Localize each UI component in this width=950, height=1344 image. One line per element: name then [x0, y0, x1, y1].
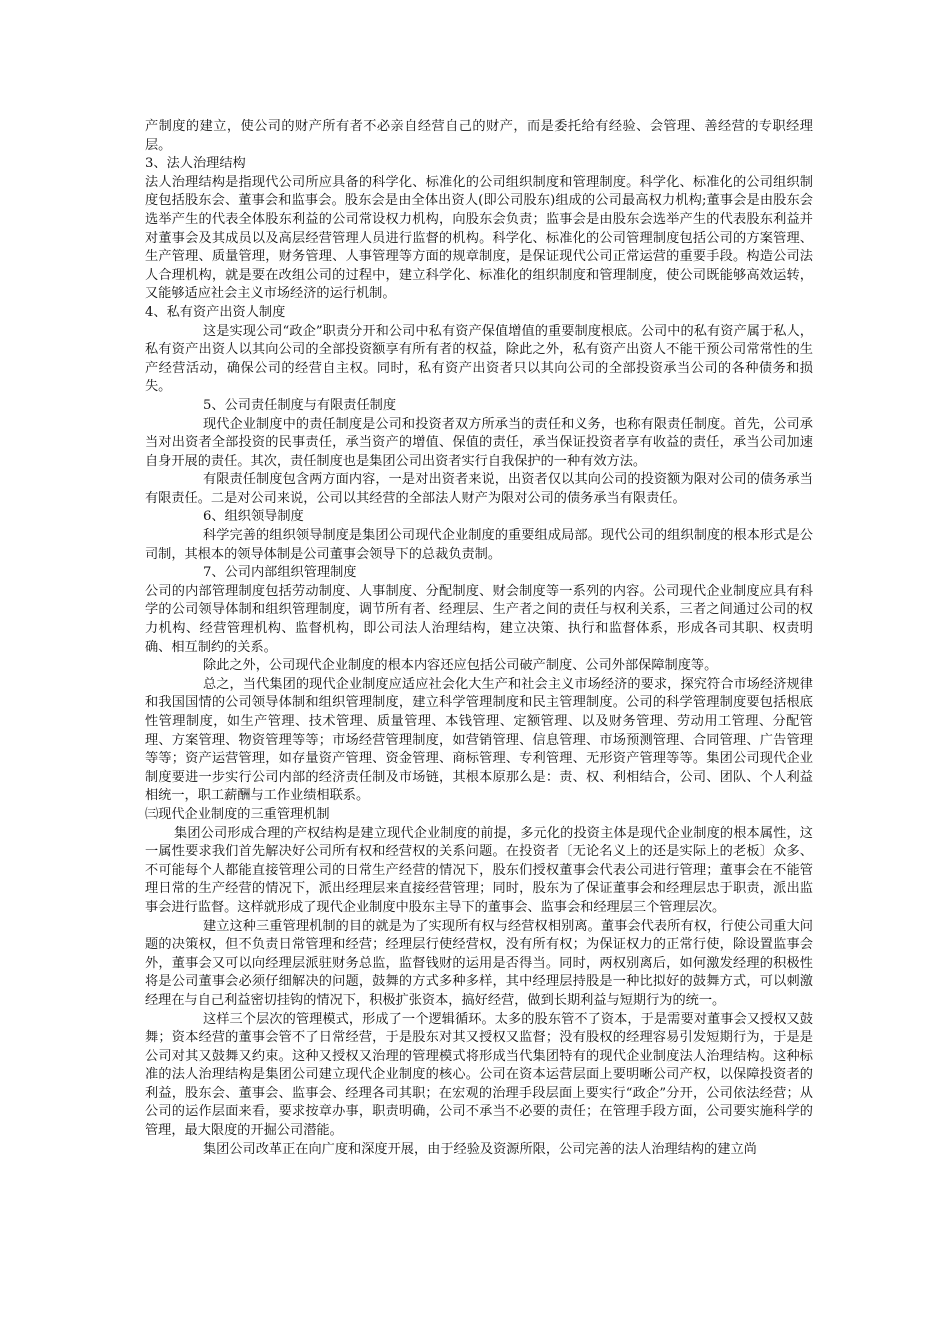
paragraph: 科学完善的组织领导制度是集团公司现代企业制度的重要组成局部。现代公司的组织制度的根本形式是公司制，其根本的领导体制是公司董事会领导下的总裁负责制。 — [145, 528, 813, 562]
document-page — [145, 118, 813, 1159]
paragraph: 集团公司改革正在向广度和深度开展，由于经验及资源所限，公司完善的法人治理结构的建立尚 — [203, 1141, 757, 1157]
paragraph: 有限责任制度包含两方面内容，一是对出资者来说，出资者仅以其向公司的投资额为限对公司的债务承当有限责任。二是对公司来说，公司以其经营的全部法人财产为限对公司的债务承当有限责任。 — [145, 472, 813, 506]
paragraph: 总之，当代集团的现代企业制度应适应社会化大生产和社会主义市场经济的要求，探究符合市场经济规律和我国国情的公司领导体制和组织管理制度，建立科学管理制度和民主管理制度。公司的科学管理制度要包括根底性管理制度，如生产管理、技术管理、质量管理、本钱管理、定额管理、以及财务管理、劳动用工管理、分配管理、方案管理、物资管理等等；市场经营管理制度，如营销管理、信息管理、市场预测管理、合同管理、广告管理等等；资产运营管理，如存量资产管理、资金管理、商标管理、专利管理、无形资产管理等等。集团公司现代企业制度要进一步实行公司内部的经济责任制及市场链，其根本原那么是：责、权、利相结合，公司、团队、个人利益相统一，职工薪酬与工作业绩相联系。 — [145, 676, 813, 804]
paragraph: 建立这种三重管理机制的目的就是为了实现所有权与经营权相别离。董事会代表所有权，行使公司重大问题的决策权，但不负责日常管理和经营；经理层行使经营权，没有所有权；为保证权力的正常行使，除设置监事会外，董事会又可以向经理层派驻财务总监，监督钱财的运用是否得当。同时，两权别离后，如何激发经理的积极性将是公司董事会必须仔细解决的问题，鼓舞的方式多种多样，其中经理层持股是一种比拟好的鼓舞方式，可以刺激经理在与自己利益密切挂钩的情况下，积极扩张资本，搞好经营，做到长期利益与短期行为的统一。 — [145, 918, 813, 1008]
paragraph: 这是实现公司“政企”职责分开和公司中私有资产保值增值的重要制度根底。公司中的私有资产属于私人，私有资产出资人以其向公司的全部投资额享有所有者的权益，除此之外，私有资产出资人不能干预公司常常性的生产经营活动，确保公司的经营自主权。同时，私有资产出资者只以其向公司的全部投资承当公司的各种债务和损失。 — [145, 323, 813, 395]
paragraph: 现代企业制度中的责任制度是公司和投资者双方所承当的责任和义务，也称有限责任制度。首先，公司承当对出资者全部投资的民事责任，承当资产的增值、保值的责任，承当保证投资者享有收益的责任，承当公司加速自身开展的责任。其次，责任制度也是集团公司出资者实行自我保护的一种有效方法。 — [145, 416, 813, 469]
section-heading: 3、法人治理结构 — [145, 156, 246, 172]
paragraph: 产制度的建立，使公司的财产所有者不必亲自经营自己的财产，而是委托给有经验、会管理、善经营的专职经理层。 — [145, 119, 813, 153]
paragraph: 除此之外，公司现代企业制度的根本内容还应包括公司破产制度、公司外部保障制度等。 — [203, 658, 718, 674]
section-heading: 7、公司内部组织管理制度 — [203, 565, 357, 581]
paragraph: 公司的内部管理制度包括劳动制度、人事制度、分配制度、财会制度等一系列的内容。公司现代企业制度应具有科学的公司领导体制和组织管理制度，调节所有者、经理层、生产者之间的责任与权利关系，三者之间通过公司的权力机构、经营管理机构、监督机构，即公司法人治理结构，建立决策、执行和监督体系，形成各司其职、权责明确、相互制约的关系。 — [145, 583, 813, 655]
section-heading: ㈢现代企业制度的三重管理机制 — [145, 806, 330, 822]
section-heading: 6、组织领导制度 — [203, 509, 304, 525]
section-heading: 4、私有资产出资人制度 — [145, 304, 286, 320]
paragraph: 这样三个层次的管理模式，形成了一个逻辑循环。太多的股东管不了资本，于是需要对董事会又授权又鼓舞；资本经营的董事会管不了日常经营，于是股东对其又授权又监督；没有股权的经理容易引发短期行为，于是是公司对其又鼓舞又约束。这种又授权又治理的管理模式将形成当代集团特有的现代企业制度法人治理结构。这种标准的法人治理结构是集团公司建立现代企业制度的核心。公司在资本运营层面上要明晰公司产权，以保障投资者的利益，股东会、董事会、监事会、经理各司其职；在宏观的治理手段层面上要实行“政企”分开，公司依法经营；从公司的运作层面来看，要求按章办事，职责明确，公司不承当不必要的责任；在管理手段方面，公司要实施科学的管理，最大限度的开掘公司潜能。 — [145, 1011, 813, 1139]
section-heading: 5、公司责任制度与有限责任制度 — [203, 397, 397, 413]
paragraph: 法人治理结构是指现代公司所应具备的科学化、标准化的公司组织制度和管理制度。科学化、标准化的公司组织制度包括股东会、董事会和监事会。股东会是由全体出资人(即公司股东)组成的公司最高权力机构;董事会是由股东会选举产生的代表全体股东利益的公司常设权力机构，向股东会负责；监事会是由股东会选举产生的代表股东利益并对董事会及其成员以及高层经营管理人员进行监督的机构。科学化、标准化的公司管理制度包括公司的方案管理、生产管理、质量管理，财务管理、人事管理等方面的规章制度，是保证现代公司正常运营的重要手段。构造公司法人合理机构，就是要在改组公司的过程中，建立科学化、标准化的组织制度和管理制度，使公司既能够高效运转，又能够适应社会主义市场经济的运行机制。 — [145, 174, 813, 302]
paragraph: 集团公司形成合理的产权结构是建立现代企业制度的前提，多元化的投资主体是现代企业制度的根本属性，这一属性要求我们首先解决好公司所有权和经营权的关系问题。在投资者〔无论名义上的还是实际上的老板〕众多、不可能每个人都能直接管理公司的日常生产经营的情况下，股东们授权董事会代表公司进行管理；董事会在不能管理日常的生产经营的情况下，派出经理层来直接经营管理；同时，股东为了保证董事会和经理层忠于职责，派出监事会进行监督。这样就形成了现代企业制度中股东主导下的董事会、监事会和经理层三个管理层次。 — [145, 825, 813, 915]
